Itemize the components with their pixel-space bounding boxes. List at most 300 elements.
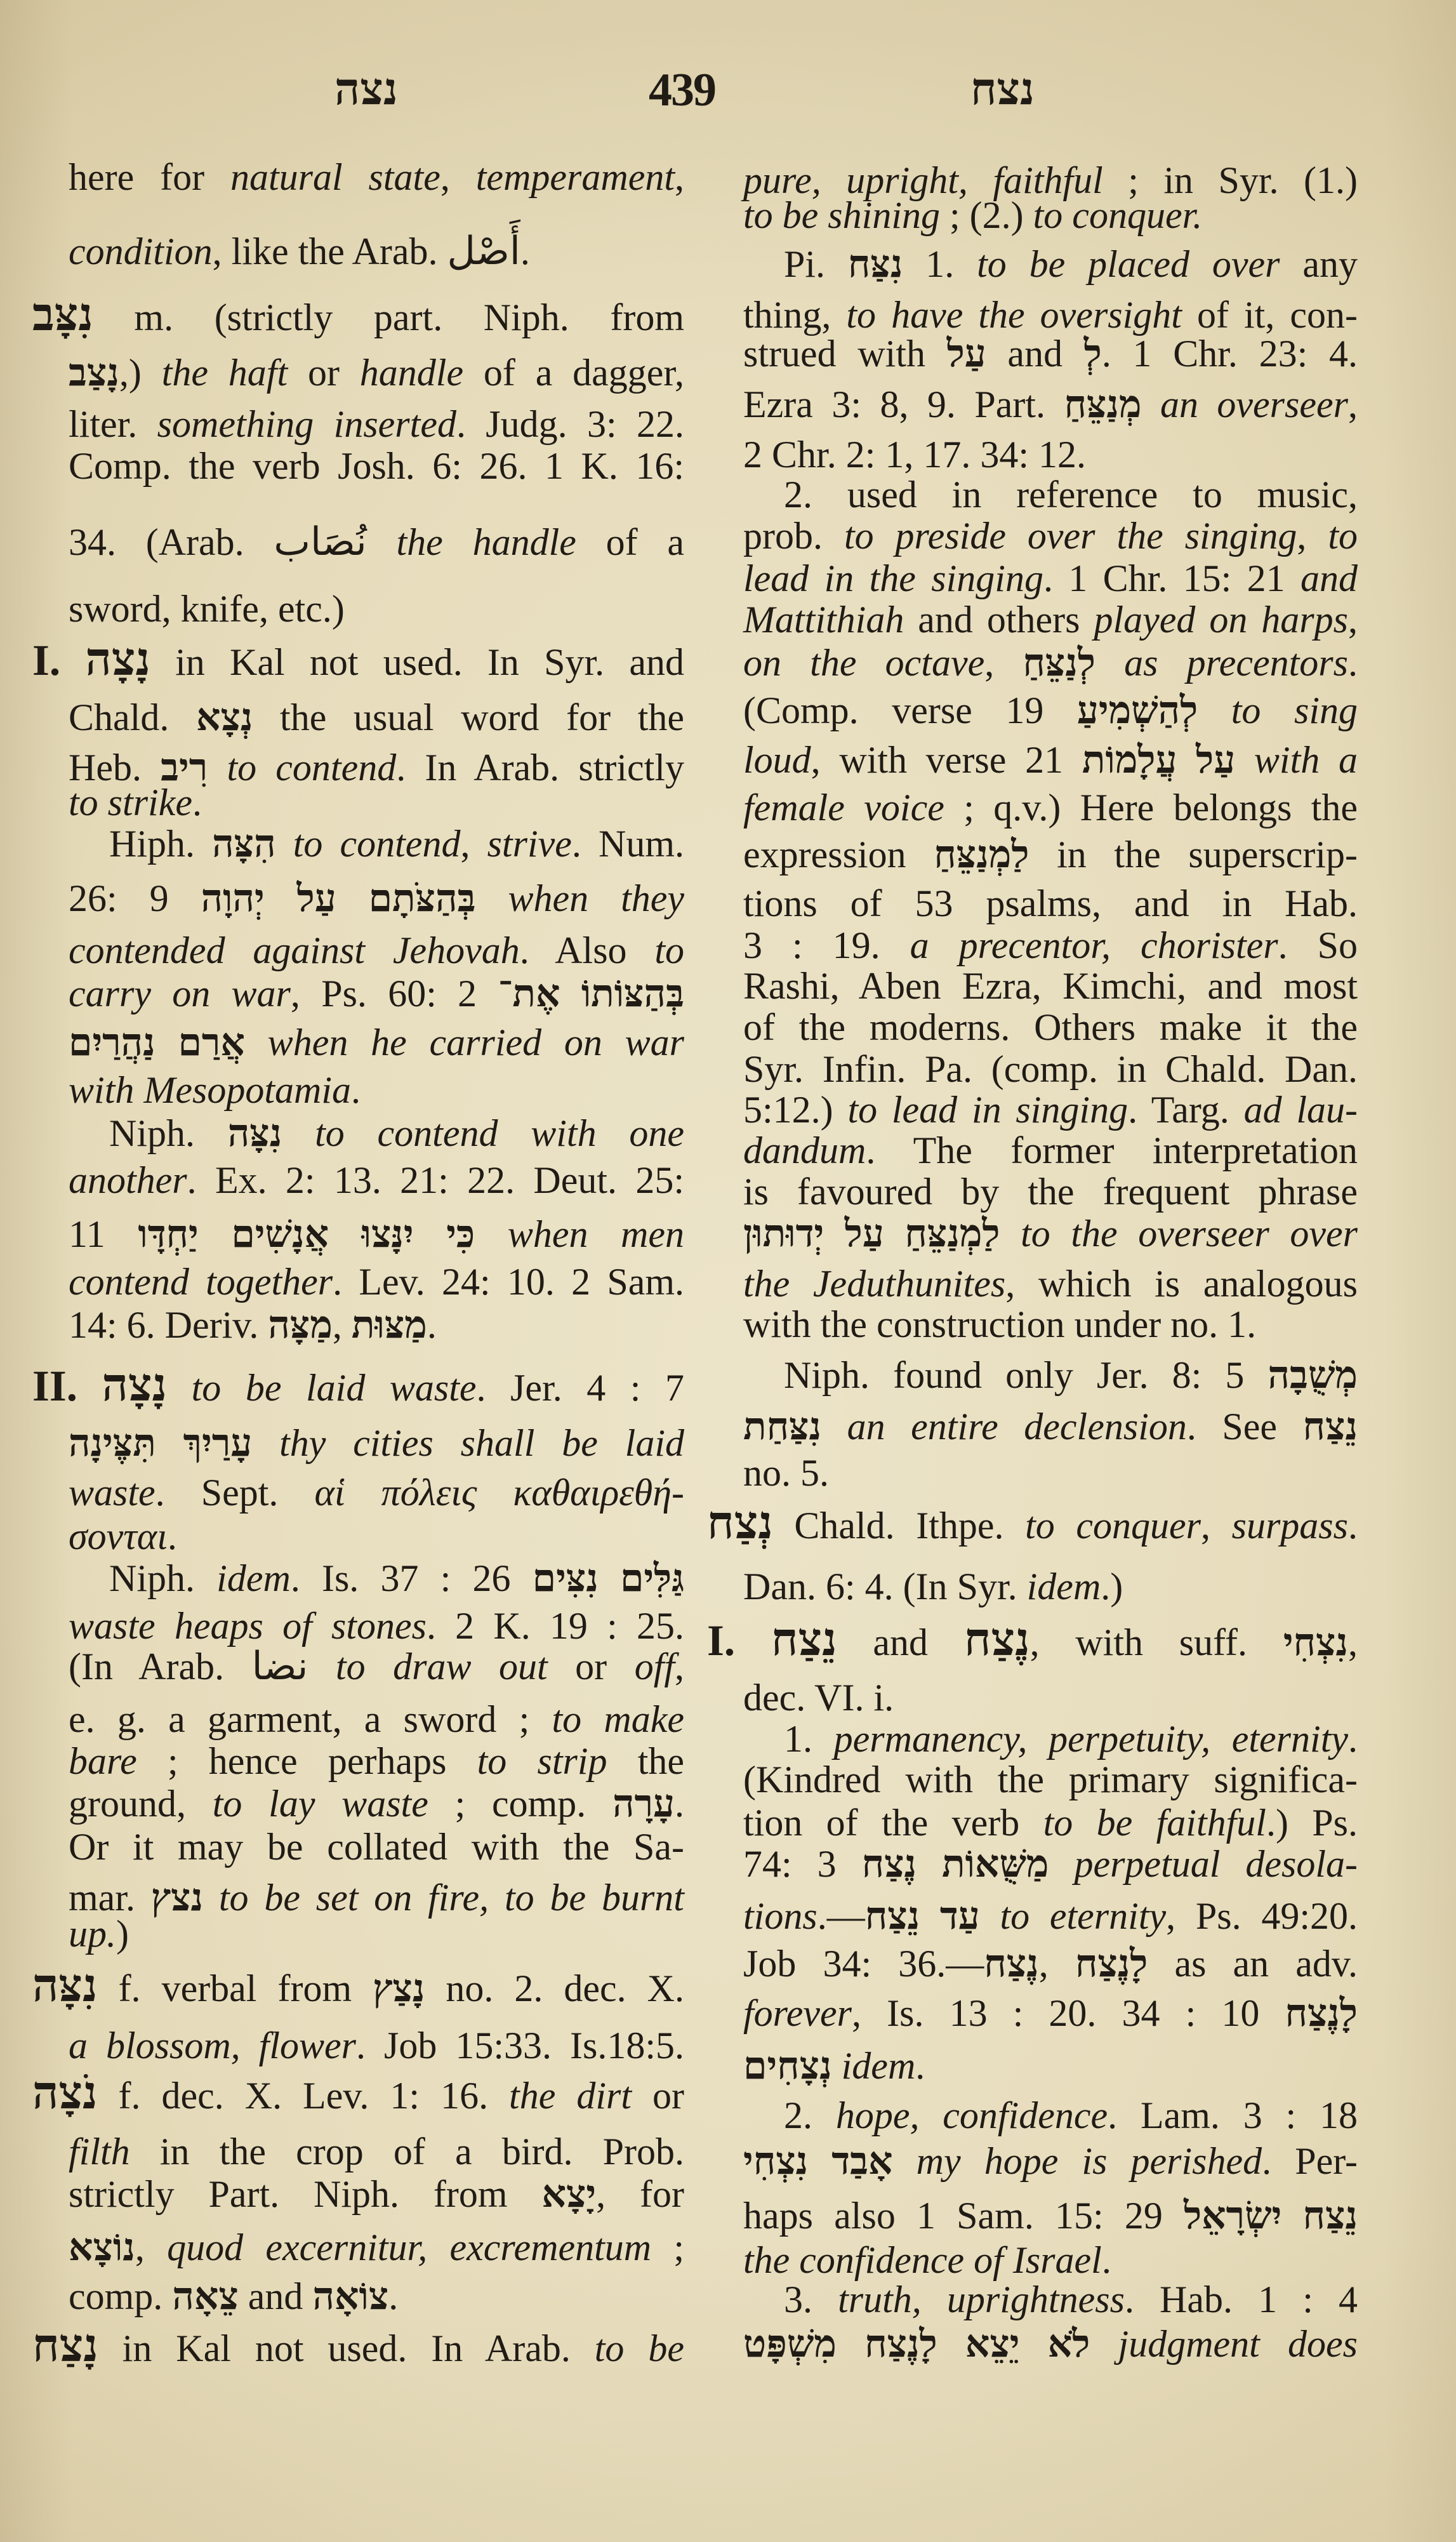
text-run [475, 1213, 508, 1255]
italic-gloss: and [1300, 557, 1358, 599]
entry-line [69, 2023, 684, 2068]
text-run: . 1 Chr. 23: 4. [1101, 333, 1358, 375]
italic-gloss: to make [552, 1698, 685, 1740]
text-run: . Is. 37 : 26 [290, 1557, 533, 1599]
text-run: , [1201, 1505, 1232, 1547]
text-run: , [1297, 515, 1328, 557]
hebrew-word: נְצָא [195, 696, 253, 738]
entry-line [743, 1716, 1358, 1762]
text-run: in Kal not used. In Syr. and [150, 641, 684, 683]
italic-gloss: to [654, 929, 684, 971]
headword: נִצָּה [32, 1960, 98, 2011]
text-run: . Num. [571, 823, 685, 865]
italic-gloss: contended against Jehovah [69, 929, 520, 971]
text-run: sword, knife, etc.) [69, 588, 345, 630]
entry-line [707, 1614, 1358, 1665]
italic-gloss: quod excernitur, excrementum [167, 2226, 652, 2268]
headword: נֵצַח [771, 1614, 837, 1665]
italic-gloss: strive [487, 823, 572, 865]
text-run: . [1348, 1505, 1358, 1547]
left-guide-word: נצה [334, 65, 398, 114]
entry-line [743, 513, 1358, 559]
italic-gloss: the handle [396, 521, 576, 563]
text-run: no. 2. dec. X. [425, 1967, 684, 2009]
text-run: Or it may be collated with the Sa- [69, 1826, 684, 1868]
text-run: , [1038, 1943, 1075, 1985]
entry-line [69, 1514, 684, 1559]
entry-line [743, 963, 1358, 1009]
text-run: of it, con- [1181, 294, 1358, 336]
text-run: mar. [69, 1877, 151, 1919]
italic-gloss: when he carried on war [267, 1021, 685, 1063]
hebrew-phrase: בְּהַצּוֹתוֹ אֶת־ [498, 973, 684, 1015]
italic-gloss: to [1328, 515, 1358, 557]
text-run: , [675, 1646, 685, 1687]
italic-gloss: hope, confidence [835, 2094, 1108, 2136]
hebrew-word: לְנַצֵּחַ [1023, 642, 1095, 684]
entry-line [69, 1911, 684, 1957]
text-run: Syr. Infin. Pa. (comp. in Chald. Dan. [743, 1048, 1358, 1090]
entry-line [743, 556, 1358, 601]
hebrew-word: נֵצַח [1302, 1406, 1358, 1447]
entry-line [69, 1738, 684, 1784]
italic-gloss: tions [743, 1895, 817, 1937]
text-run: , for [596, 2173, 684, 2215]
text-run [1049, 1843, 1075, 1885]
text-run: . Ex. 2: 13. 21: 22. Deut. 25: [187, 1159, 684, 1201]
text-run: , [440, 156, 476, 198]
entry-line [743, 2093, 1358, 2138]
text-run: and others [904, 599, 1094, 641]
italic-gloss: female voice [743, 787, 944, 828]
text-run: . See [1186, 1406, 1303, 1447]
greek-phrase: σονται [69, 1515, 168, 1557]
entry-line [69, 586, 684, 632]
text-run: 3 : 19. [743, 924, 910, 966]
italic-gloss: the Jeduthunites [743, 1263, 1006, 1305]
entry-line [32, 634, 684, 685]
text-run: (In Arab. [69, 1646, 252, 1687]
text-run: ; in Syr. (1.) [1102, 159, 1358, 201]
italic-gloss: perpetual desola- [1074, 1843, 1358, 1885]
entry-line [69, 875, 684, 921]
text-run: . [915, 2045, 925, 2087]
hebrew-word: צוֹאָה [312, 2275, 389, 2317]
text-run: or [288, 352, 360, 394]
entry-line [69, 1420, 684, 1466]
headword: נִצָּב [32, 289, 93, 340]
entry-line [743, 1169, 1358, 1214]
entry-line [69, 2225, 684, 2270]
hebrew-phrase: כִּי יִנָּצוּ אֲנָשִׁים יַחְדָּו [138, 1213, 475, 1255]
italic-gloss: waste [69, 1472, 156, 1514]
text-run: . [1348, 1718, 1358, 1760]
hebrew-word: מַצּוּת [351, 1304, 427, 1346]
italic-gloss: contend together [69, 1261, 333, 1303]
text-run: . Sept. [155, 1472, 315, 1514]
italic-gloss: a precentor, chorister [910, 924, 1278, 966]
text-run: 2 Chr. 2: 1, 17. 34: 12. [743, 434, 1087, 476]
italic-gloss: to be laid waste [191, 1367, 477, 1409]
entry-line [743, 1352, 1358, 1398]
italic-gloss: filth [69, 2131, 130, 2173]
text-run: . Targ. [1128, 1089, 1244, 1131]
entry-line [743, 1893, 1358, 1939]
italic-gloss: to lead in singing [847, 1089, 1128, 1131]
text-run: ) [116, 1913, 129, 1955]
hebrew-word: צֵאָה [172, 2275, 239, 2317]
text-run: . In Arab. strictly [396, 747, 684, 789]
hebrew-phrase: אָבַד נִצְחִי [743, 2140, 893, 2182]
text-run [276, 823, 293, 865]
text-run: , Is. 13 : 20. 34 : 10 [852, 1992, 1285, 2034]
hebrew-word: לָנֶצַח [1075, 1943, 1148, 1985]
page-number: 439 [649, 64, 715, 116]
text-run [1095, 642, 1124, 684]
entry-line [69, 695, 684, 740]
entry-line [743, 1564, 1358, 1609]
text-run: . Job 15:33. Is.18:5. [356, 2025, 684, 2066]
text-run: 1. [903, 243, 977, 285]
italic-gloss: to sing [1231, 689, 1358, 731]
text-run: the usual word for the [253, 696, 684, 738]
text-run: . [388, 2275, 399, 2317]
hebrew-word: עַל [946, 333, 986, 375]
text-run: ; hence perhaps [136, 1740, 477, 1782]
entry-line [743, 688, 1358, 733]
text-run: . So [1278, 924, 1358, 966]
text-run: , with verse 21 [811, 739, 1082, 781]
text-run [60, 641, 85, 683]
headword: נְצַח [707, 1498, 773, 1548]
text-run: in Kal not used. In Arab. [98, 2327, 595, 2369]
text-run: 26: 9 [69, 877, 201, 919]
italic-gloss: ad lau- [1243, 1089, 1358, 1131]
hebrew-word: מְנַצֵּחַ [1064, 383, 1142, 425]
italic-gloss: to conquer. [1033, 194, 1203, 236]
text-run: .— [817, 1895, 865, 1937]
homonym-numeral: II. [32, 1362, 77, 1410]
text-run: haps also 1 Sam. 15: 29 [743, 2195, 1184, 2237]
hebrew-word: לְהַשְׁמִיעַ [1076, 689, 1198, 731]
text-run [1000, 1213, 1021, 1254]
text-run [1198, 689, 1231, 731]
text-run: 1. [784, 1718, 834, 1760]
italic-gloss: to be shining [743, 194, 940, 236]
greek-phrase: αἱ πόλεις καθαιρεθή- [314, 1472, 684, 1514]
italic-gloss: an entire declension [847, 1406, 1187, 1447]
italic-gloss: to conquer [1025, 1505, 1201, 1547]
italic-gloss: to lay waste [212, 1783, 428, 1825]
text-run: Ezra 3: 8, 9. Part. [743, 383, 1064, 425]
italic-gloss: with a [1254, 739, 1358, 781]
text-run: , [1348, 599, 1358, 641]
right-guide-word: נצח [970, 65, 1035, 114]
entry-line [743, 1404, 1358, 1449]
hebrew-word: נָצַץ [373, 1967, 425, 2009]
text-run: 14: 6. Deriv. [69, 1304, 268, 1346]
text-run: no. 5. [743, 1452, 829, 1494]
entry-line [743, 1450, 1358, 1496]
text-run: or [632, 2075, 684, 2117]
text-run: . [1101, 2239, 1111, 2281]
italic-gloss: surpass [1231, 1505, 1348, 1547]
italic-gloss: to preside over the singing [844, 515, 1297, 557]
entry-line [743, 832, 1358, 877]
text-run: in the crop of a bird. Prob. [129, 2131, 684, 2173]
italic-gloss: lead in the singing [743, 557, 1043, 599]
entry-line [69, 1157, 684, 1203]
right-column [707, 0, 1358, 2542]
text-run: , with suff. [1029, 1621, 1283, 1663]
italic-gloss: on the octave [743, 642, 985, 684]
italic-gloss: temperament [475, 156, 675, 198]
text-run: and [238, 2275, 313, 2317]
entry-line [69, 154, 684, 200]
text-run: . Hab. 1 : 4 [1124, 2279, 1358, 2320]
entry-line [743, 192, 1358, 238]
text-run: . 2 K. 19 : 25. [426, 1605, 684, 1647]
text-run: Pi. [784, 243, 848, 285]
text-run: , [675, 156, 685, 198]
text-run: liter. [69, 403, 157, 445]
headword: נֶצַח [963, 1614, 1030, 1665]
entry-line [32, 289, 684, 340]
entry-line [743, 1211, 1358, 1256]
italic-gloss: to contend [293, 823, 461, 865]
text-run: ,) [119, 352, 162, 394]
hebrew-word: לְ [1083, 333, 1102, 375]
italic-gloss: my hope is perished [916, 2140, 1262, 2182]
entry-line [69, 401, 684, 447]
italic-gloss: as precentors [1124, 642, 1348, 684]
entry-line [69, 971, 684, 1016]
entry-line [743, 241, 1358, 287]
text-run [893, 2140, 917, 2182]
entry-line [69, 2129, 684, 2174]
text-run: Dan. 6: 4. (In Syr. [743, 1566, 1027, 1607]
text-run: . [192, 782, 202, 823]
entry-line [743, 1800, 1358, 1846]
text-run: 5:12.) [743, 1089, 848, 1131]
italic-gloss: a blossom, flower [69, 2025, 357, 2066]
italic-gloss: thy cities shall be laid [279, 1422, 684, 1464]
entry-line [32, 2320, 684, 2371]
hebrew-phrase: בְּהַצֹּתָם עַל יְהוָה [201, 877, 476, 919]
headword: נָצָה [102, 1360, 168, 1411]
text-run: . Judg. 3: 22. [456, 403, 684, 445]
text-run: . The former interpretation [866, 1129, 1358, 1171]
entry-line [69, 821, 684, 867]
text-run [476, 877, 508, 919]
text-run: .) [1101, 1566, 1123, 1607]
text-run: any [1280, 243, 1358, 285]
italic-gloss: to be set on fire, to be burnt [218, 1877, 684, 1919]
text-run: ; q.v.) Here belongs the [944, 787, 1358, 828]
text-run: , [332, 1304, 352, 1346]
italic-gloss: loud [743, 739, 811, 781]
entry-line [743, 881, 1358, 926]
entry-line [743, 382, 1358, 427]
entry-line [743, 1675, 1358, 1720]
entry-line [32, 1960, 684, 2011]
text-run: strictly Part. Niph. from [69, 2173, 542, 2215]
entry-line [743, 922, 1358, 968]
entry-line [743, 432, 1358, 477]
text-run: 2. [784, 2094, 836, 2136]
hebrew-phrase: עַל עֲלָמוֹת [1082, 739, 1236, 781]
text-run: . Lev. 24: 10. 2 Sam. [333, 1261, 684, 1303]
text-run: , [460, 823, 487, 865]
text-run [282, 1112, 315, 1154]
homonym-numeral: I. [32, 636, 61, 684]
text-run: . 1 Chr. 15: 21 [1043, 557, 1300, 599]
entry-line [69, 1211, 684, 1257]
text-run: , Ps. 49:20. [1166, 1895, 1358, 1937]
entry-line [743, 2277, 1358, 2322]
text-run: Chald. Ithpe. [772, 1505, 1026, 1547]
text-run: of the moderns. Others make it the [743, 1006, 1358, 1048]
text-run [735, 1621, 771, 1663]
italic-gloss: natural state [230, 156, 440, 198]
italic-gloss: dandum [743, 1129, 866, 1171]
text-run: Heb. [69, 747, 161, 789]
text-run: comp. [69, 2275, 173, 2317]
text-run: f. verbal from [97, 1967, 373, 2009]
hebrew-word: נוֹצָא [69, 2226, 135, 2268]
text-run: m. (strictly part. Niph. from [93, 296, 684, 338]
text-run: Niph. found only Jer. 8: 5 [784, 1354, 1268, 1396]
text-run [1235, 739, 1254, 781]
italic-gloss: up. [69, 1913, 116, 1955]
italic-gloss: to be placed over [977, 243, 1280, 285]
text-run: , which is analogous [1005, 1263, 1358, 1305]
text-run [308, 1646, 336, 1687]
italic-gloss: idem [216, 1557, 291, 1599]
hebrew-word: נָצַב [69, 352, 119, 394]
text-run: .) Ps. [1266, 1802, 1358, 1844]
text-run: strued with [743, 333, 947, 375]
italic-gloss: to strike [69, 782, 192, 823]
text-run: dec. VI. i. [743, 1677, 894, 1719]
text-run: ; [651, 2226, 685, 2268]
text-run: and [837, 1621, 964, 1663]
text-run: 2. used in reference to music, [784, 474, 1358, 516]
entry-line [743, 597, 1358, 642]
entry-line [743, 1128, 1358, 1173]
hebrew-word: נִצַּחַת [743, 1406, 822, 1447]
entry-line [69, 1110, 684, 1156]
entry-line [743, 1757, 1358, 1802]
hebrew-phrase: גַּלִּים נִצִּים [532, 1557, 685, 1599]
italic-gloss: handle [359, 352, 464, 394]
text-run: or [547, 1646, 635, 1687]
text-run [821, 1406, 847, 1447]
entry-line [743, 1990, 1358, 2036]
text-run [167, 1367, 192, 1409]
entry-line [743, 1087, 1358, 1133]
text-run: prob. [743, 515, 844, 557]
text-run: . [427, 1304, 437, 1346]
hebrew-word: נִצַּח [847, 243, 903, 285]
text-run [77, 1367, 102, 1409]
entry-line [69, 443, 684, 489]
entry-line [69, 1302, 684, 1348]
entry-line [743, 1261, 1358, 1307]
hebrew-word: נְצָחִים [743, 2045, 832, 2087]
entry-line [743, 1841, 1358, 1887]
italic-gloss: pure, upright, faithful [743, 159, 1103, 201]
text-run: 34. (Arab. [69, 521, 274, 563]
text-run: ; (2.) [940, 194, 1033, 236]
italic-gloss: to draw out [335, 1646, 548, 1687]
hebrew-word: הִצָּה [212, 823, 276, 865]
italic-gloss: played on harps [1094, 599, 1348, 641]
text-run: . [520, 230, 530, 272]
entry-line [743, 472, 1358, 517]
italic-gloss: carry on war [69, 973, 291, 1015]
italic-gloss: idem [841, 2045, 916, 2087]
italic-gloss: to be [594, 2327, 684, 2369]
arabic-word: نُصَاب [274, 519, 367, 564]
entry-line [69, 519, 684, 565]
headword: נָצָה [85, 634, 150, 685]
italic-gloss: Mattithiah [743, 599, 904, 641]
italic-gloss: another [69, 1159, 187, 1201]
text-run: . [167, 1515, 177, 1557]
italic-gloss: to the overseer over [1021, 1213, 1358, 1254]
text-run: and [986, 333, 1084, 375]
text-run: , [135, 2226, 168, 2268]
hebrew-word: יָצָא [541, 2173, 597, 2215]
headword: נָצַח [32, 2320, 98, 2371]
italic-gloss: when they [508, 877, 685, 919]
entry-line [69, 1696, 684, 1742]
entry-line [32, 1362, 684, 1411]
text-run: (Kindred with the primary significa- [743, 1759, 1358, 1800]
headword: נֹצָה [32, 2068, 98, 2119]
italic-gloss: to contend [227, 747, 397, 789]
text-run: in the superscrip- [1029, 834, 1358, 875]
entry-line [69, 1603, 684, 1649]
entry-line [69, 2273, 684, 2319]
text-run: . [1348, 642, 1358, 684]
text-run: as an adv. [1148, 1943, 1358, 1985]
entry-line [743, 1301, 1358, 1347]
arabic-word: أَصْل [447, 229, 520, 274]
italic-gloss: an overseer [1160, 383, 1348, 425]
text-run: Niph. [109, 1112, 228, 1154]
italic-gloss: bare [69, 1740, 137, 1782]
text-run: (Comp. verse 19 [743, 689, 1077, 731]
entry-line [69, 1555, 684, 1601]
text-run [980, 1895, 1000, 1937]
hebrew-word: נִצָּה [227, 1112, 282, 1154]
text-run [1142, 383, 1160, 425]
text-run: of a [576, 521, 684, 563]
hebrew-phrase: עָרַיִךְ תִּצֶּינָה [69, 1422, 253, 1464]
italic-gloss: to contend with one [315, 1112, 685, 1154]
hebrew-word: עָרָה [612, 1783, 675, 1825]
text-run [832, 2045, 842, 2087]
entry-line [69, 1470, 684, 1515]
entry-line [69, 1781, 684, 1827]
italic-gloss: truth, uprightness [838, 2279, 1125, 2320]
hebrew-phrase: נֵצַח יִשְׂרָאֵל [1184, 2195, 1358, 2237]
text-run: , Ps. 60: 2 [290, 973, 498, 1015]
text-run: the [607, 1740, 684, 1782]
text-run: with the construction under no. 1. [743, 1303, 1257, 1345]
